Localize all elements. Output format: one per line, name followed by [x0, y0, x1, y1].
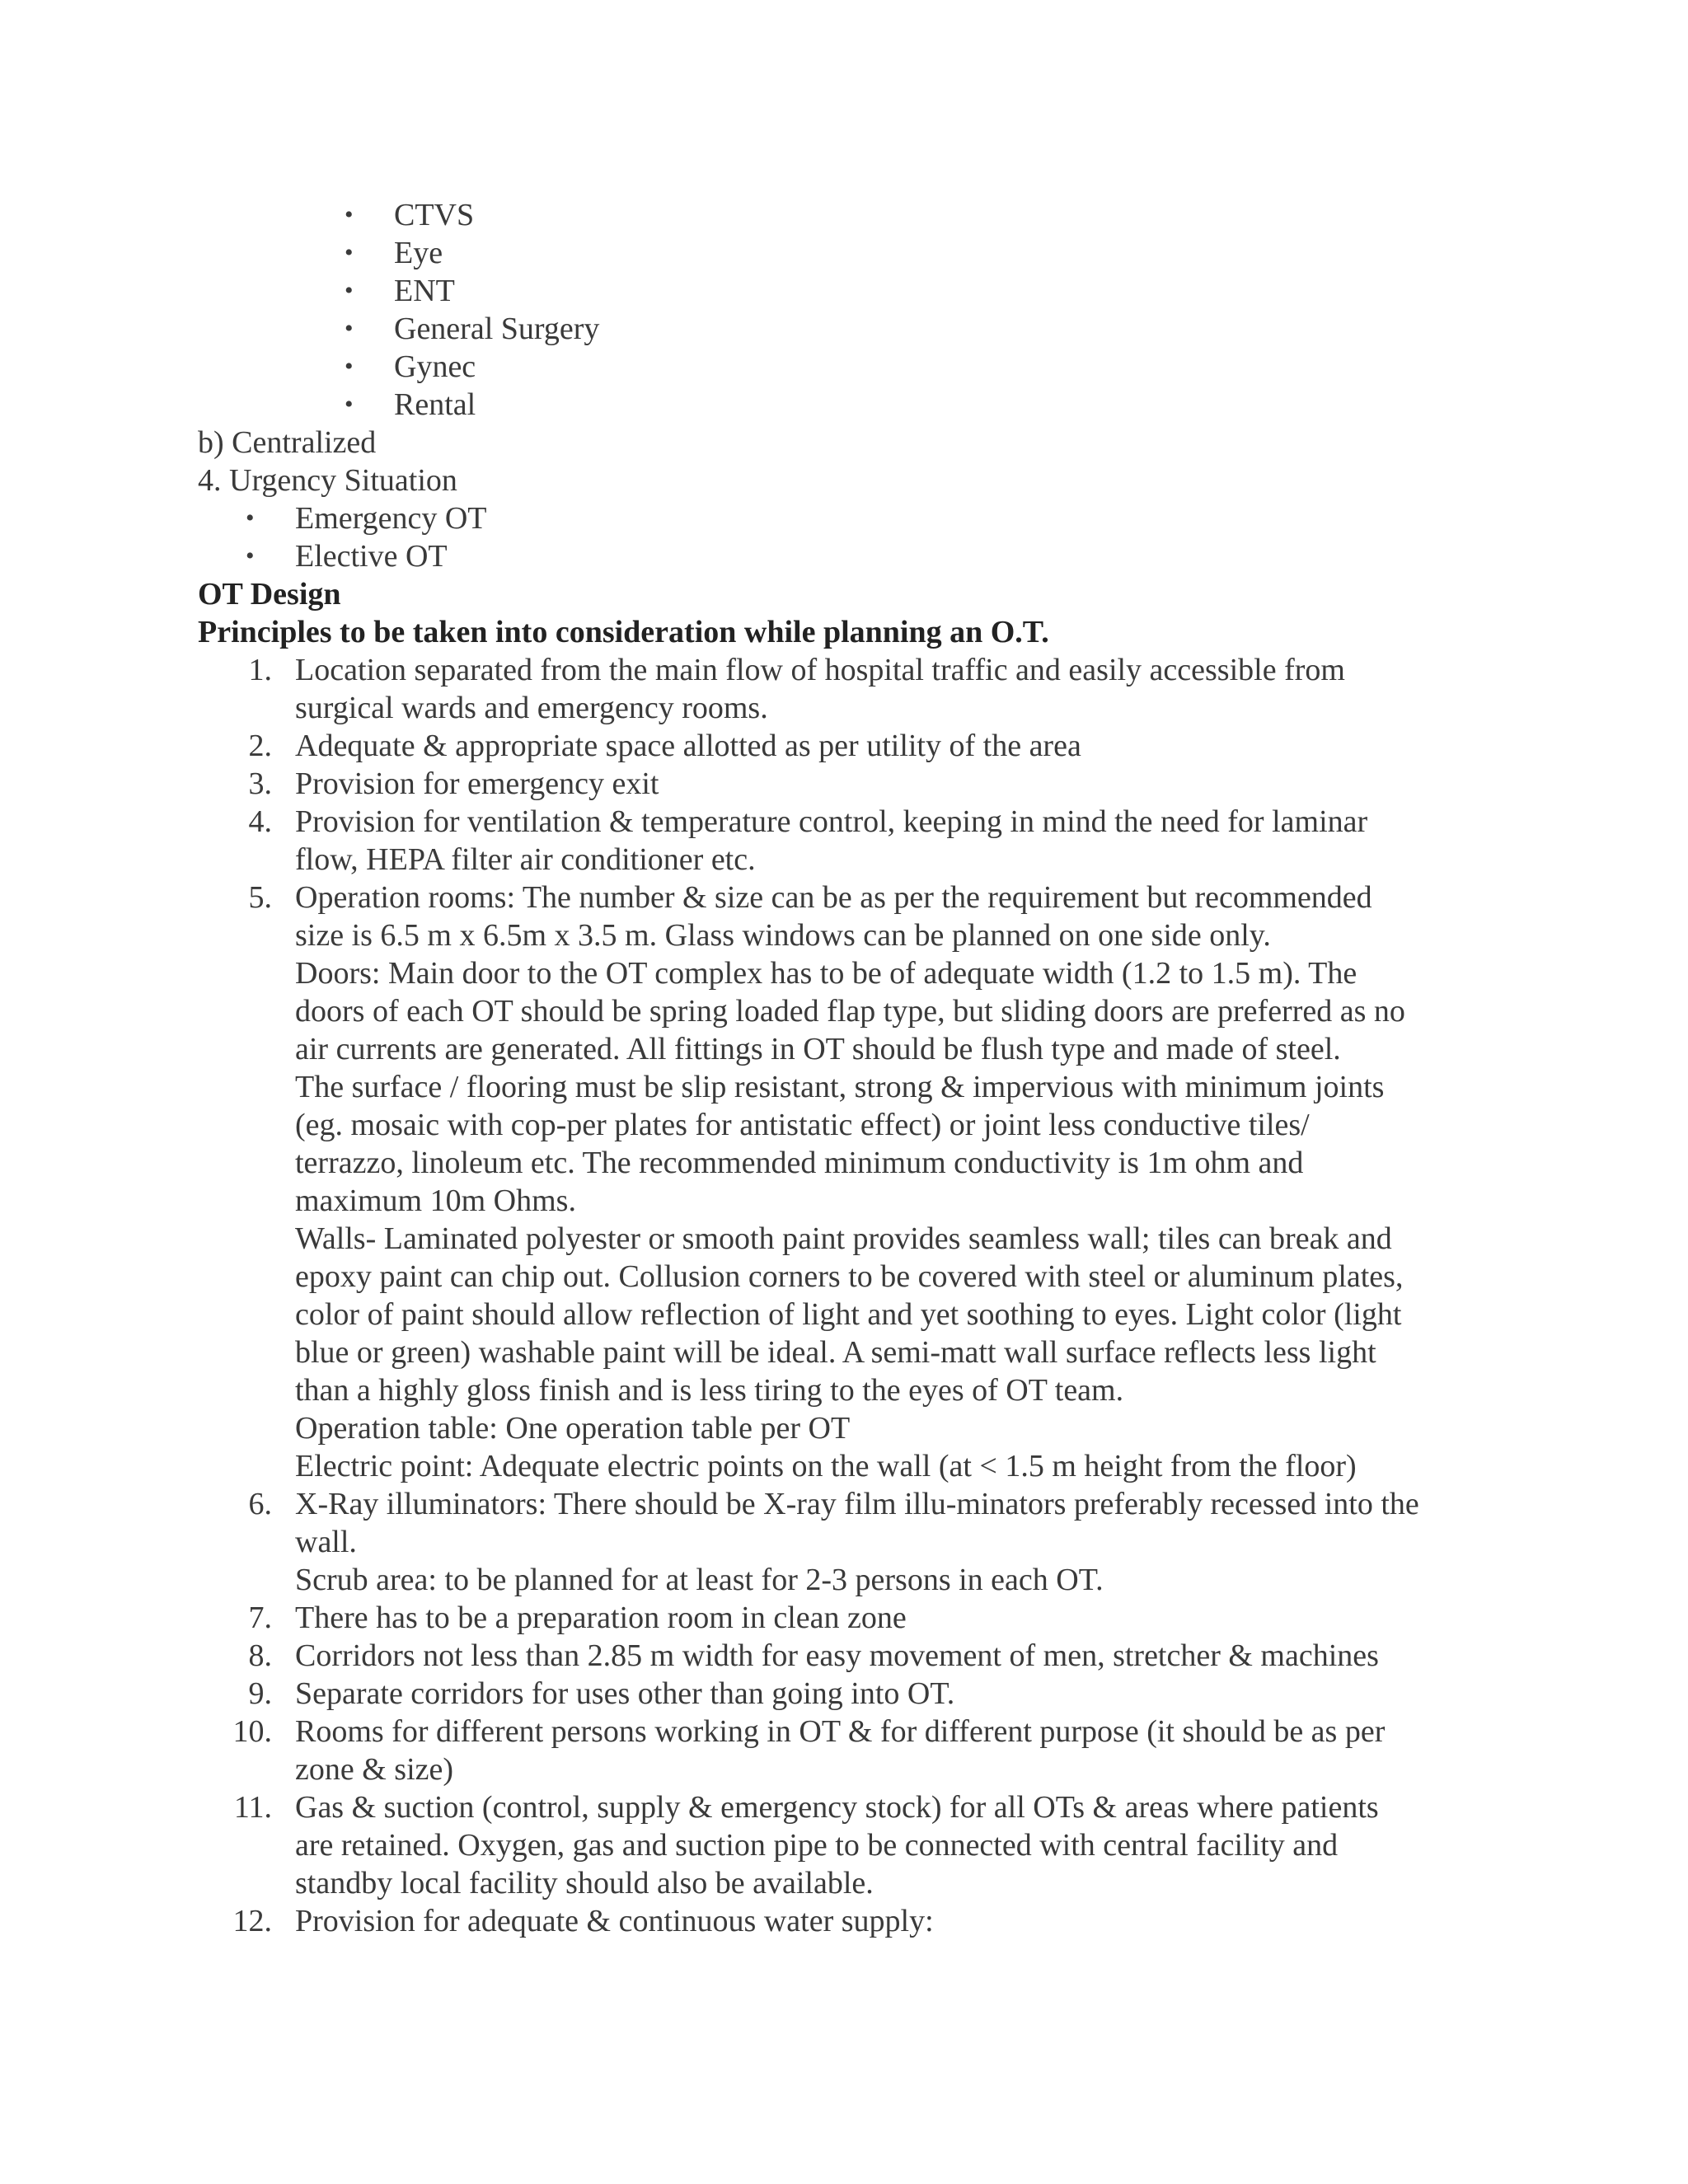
- bullet-icon: •: [345, 239, 354, 266]
- list-text-line: are retained. Oxygen, gas and suction pipe to be connected with central facility and: [295, 1828, 1339, 1863]
- list-text-line: blue or green) washable paint will be ideal. A semi-matt wall surface reflects less light: [295, 1335, 1376, 1370]
- bullet-icon: •: [345, 353, 354, 380]
- list-text-line: zone & size): [295, 1752, 454, 1787]
- list-text-line: Corridors not less than 2.85 m width for easy movement of men, stretcher & machines: [295, 1638, 1379, 1673]
- list-number: 1.: [248, 653, 272, 687]
- list-text-line: Provision for ventilation & temperature control, keeping in mind the need for laminar: [295, 804, 1368, 839]
- list-text-line: Provision for emergency exit: [295, 766, 659, 801]
- list-text-line: Rooms for different persons working in OT & for different purpose (it should be as per: [295, 1714, 1386, 1749]
- list-item-specialty: Rental: [394, 387, 476, 422]
- list-text-line: surgical wards and emergency rooms.: [295, 691, 768, 725]
- list-text-line: (eg. mosaic with cop-per plates for antistatic effect) or joint less conductive tiles/: [295, 1108, 1310, 1142]
- list-number: 9.: [248, 1676, 272, 1711]
- list-text-line: epoxy paint can chip out. Collusion corners to be covered with steel or aluminum plates,: [295, 1259, 1404, 1294]
- list-number: 12.: [232, 1904, 272, 1938]
- bullet-icon: •: [345, 391, 354, 418]
- centralized-label: b) Centralized: [198, 425, 377, 460]
- list-text-line: Scrub area: to be planned for at least for 2-3 persons in each OT.: [295, 1563, 1104, 1597]
- list-number: 6.: [248, 1487, 272, 1521]
- list-number: 2.: [248, 729, 272, 763]
- list-text-line: Doors: Main door to the OT complex has to be of adequate width (1.2 to 1.5 m). The: [295, 956, 1357, 991]
- list-text-line: Gas & suction (control, supply & emergency stock) for all OTs & areas where patients: [295, 1790, 1379, 1825]
- list-text-line: than a highly gloss finish and is less tiring to the eyes of OT team.: [295, 1373, 1124, 1408]
- bullet-icon: •: [345, 201, 354, 228]
- list-text-line: Walls- Laminated polyester or smooth paint provides seamless wall; tiles can break and: [295, 1221, 1392, 1256]
- bullet-icon: •: [345, 315, 354, 342]
- list-item-urgency: Emergency OT: [295, 501, 487, 536]
- list-item-specialty: CTVS: [394, 198, 475, 232]
- list-number: 7.: [248, 1601, 272, 1635]
- list-item-specialty: General Surgery: [394, 312, 600, 346]
- principles-heading: Principles to be taken into consideration while planning an O.T.: [198, 615, 1049, 649]
- list-number: 8.: [248, 1638, 272, 1673]
- list-number: 5.: [248, 880, 272, 915]
- list-text-line: flow, HEPA filter air conditioner etc.: [295, 842, 756, 877]
- list-item-specialty: ENT: [394, 274, 455, 308]
- list-text-line: size is 6.5 m x 6.5m x 3.5 m. Glass windows can be planned on one side only.: [295, 918, 1271, 953]
- list-text-line: doors of each OT should be spring loaded flap type, but sliding doors are preferred as no: [295, 994, 1405, 1029]
- list-text-line: Operation table: One operation table per OT: [295, 1411, 851, 1446]
- urgency-heading: 4. Urgency Situation: [198, 463, 457, 498]
- list-number: 11.: [233, 1790, 272, 1825]
- list-text-line: Separate corridors for uses other than going into OT.: [295, 1676, 955, 1711]
- bullet-icon: •: [246, 504, 255, 532]
- list-text-line: wall.: [295, 1525, 357, 1559]
- list-text-line: There has to be a preparation room in clean zone: [295, 1601, 907, 1635]
- ot-design-heading: OT Design: [198, 577, 341, 612]
- list-text-line: Provision for adequate & continuous water supply:: [295, 1904, 934, 1938]
- list-text-line: terrazzo, linoleum etc. The recommended minimum conductivity is 1m ohm and: [295, 1146, 1304, 1180]
- list-text-line: maximum 10m Ohms.: [295, 1183, 576, 1218]
- list-text-line: Electric point: Adequate electric points on the wall (at < 1.5 m height from the floor): [295, 1449, 1357, 1483]
- list-item-specialty: Gynec: [394, 349, 476, 384]
- list-number: 4.: [248, 804, 272, 839]
- list-item-specialty: Eye: [394, 236, 443, 270]
- list-text-line: X-Ray illuminators: There should be X-ray film illu-minators preferably recessed into the: [295, 1487, 1419, 1521]
- list-text-line: Operation rooms: The number & size can be as per the requirement but recommended: [295, 880, 1372, 915]
- list-number: 10.: [232, 1714, 272, 1749]
- list-text-line: standby local facility should also be available.: [295, 1866, 874, 1900]
- bullet-icon: •: [246, 542, 255, 569]
- list-number: 3.: [248, 766, 272, 801]
- list-text-line: color of paint should allow reflection of light and yet soothing to eyes. Light color (light: [295, 1297, 1402, 1332]
- bullet-icon: •: [345, 277, 354, 304]
- list-text-line: Adequate & appropriate space allotted as per utility of the area: [295, 729, 1081, 763]
- list-text-line: air currents are generated. All fittings in OT should be flush type and made of steel.: [295, 1032, 1341, 1066]
- list-text-line: Location separated from the main flow of hospital traffic and easily accessible from: [295, 653, 1345, 687]
- list-item-urgency: Elective OT: [295, 539, 448, 574]
- list-text-line: The surface / flooring must be slip resistant, strong & impervious with minimum joints: [295, 1070, 1385, 1104]
